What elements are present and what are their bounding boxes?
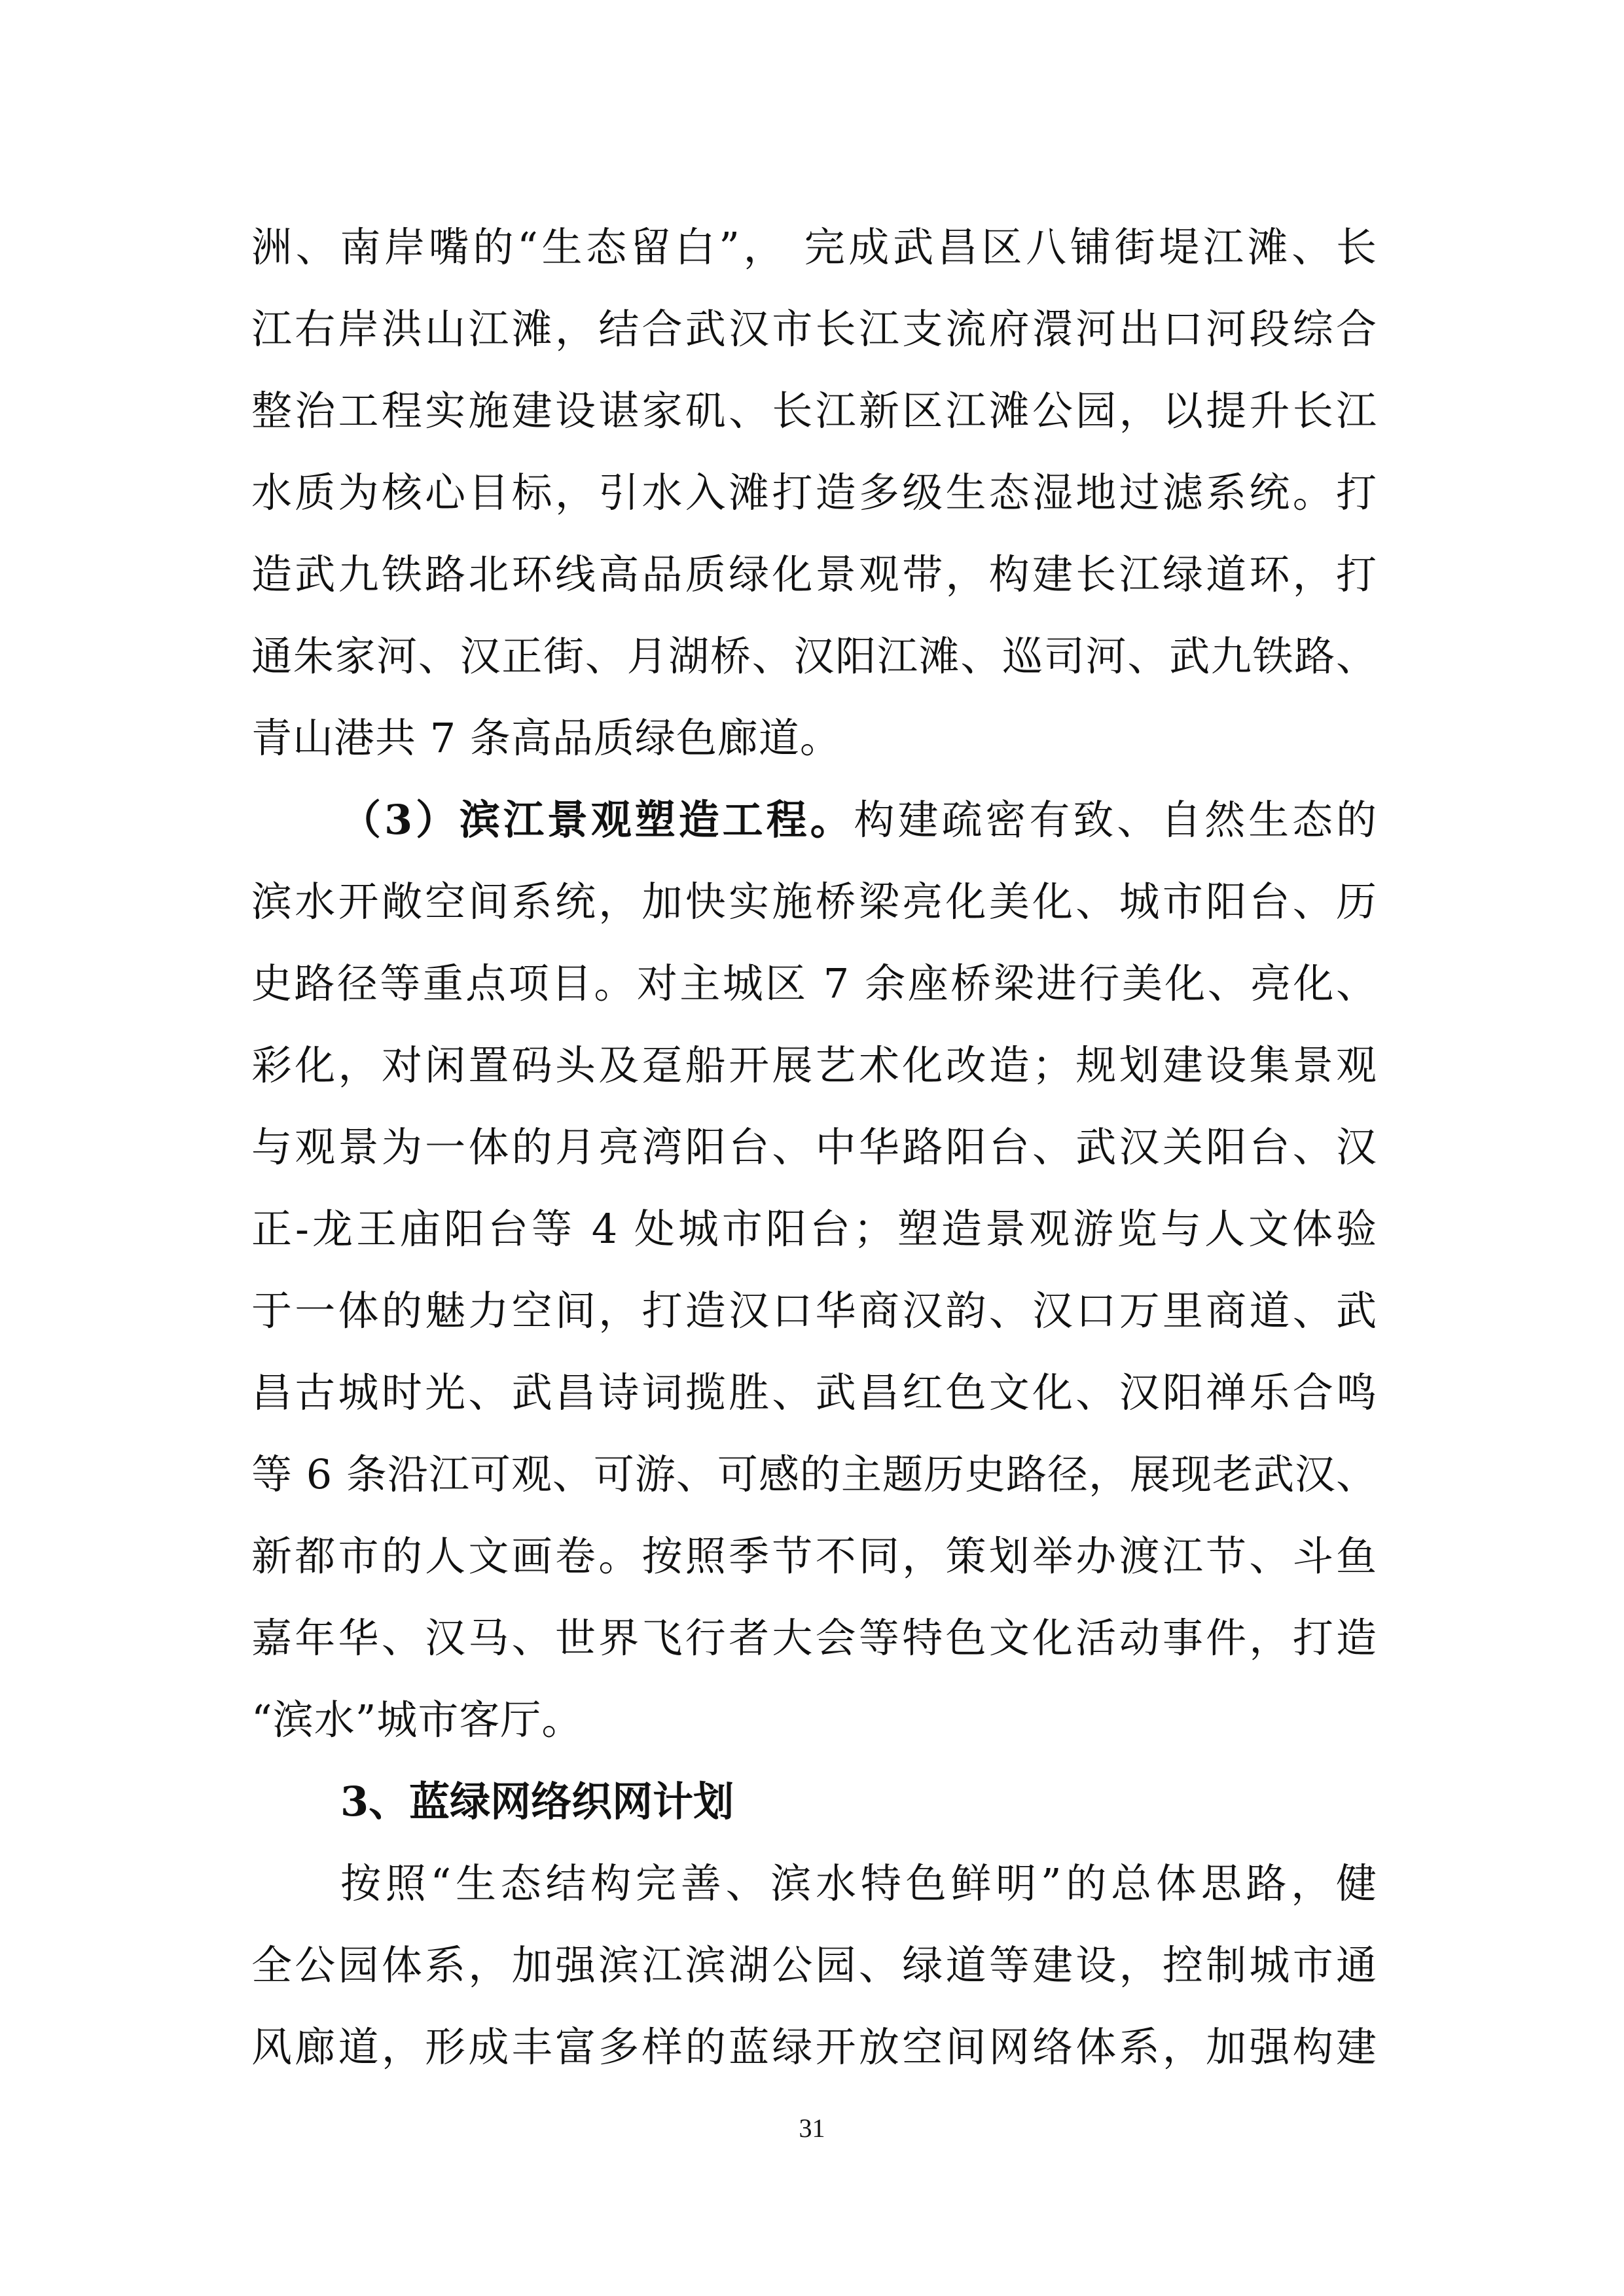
paragraph2-line: 正-龙王庙阳台等 4 处城市阳台；塑造景观游览与人文体验 [251, 1205, 1377, 1253]
paragraph2-line: 史路径等重点项目。对主城区 7 余座桥梁进行美化、亮化、 [251, 960, 1377, 1007]
paragraph2-line: 与观景为一体的月亮湾阳台、中华路阳台、武汉关阳台、汉 [251, 1123, 1377, 1171]
paragraph2-line: 等 6 条沿江可观、可游、可感的主题历史路径，展现老武汉、 [251, 1450, 1377, 1498]
paragraph2-line: “滨水”城市客厅。 [251, 1696, 583, 1744]
paragraph2-first-line [340, 794, 1377, 846]
paragraph3-line: 风廊道，形成丰富多样的蓝绿开放空间网络体系，加强构建 [251, 2023, 1377, 2071]
page-number: 31 [799, 2113, 825, 2143]
paragraph3-line: 全公园体系，加强滨江滨湖公园、绿道等建设，控制城市通 [251, 1941, 1377, 1989]
paragraph2-line: 于一体的魅力空间，打造汉口华商汉韵、汉口万里商道、武 [251, 1287, 1377, 1335]
paragraph1-line: 水质为核心目标，引水入滩打造多级生态湿地过滤系统。打 [251, 469, 1377, 516]
paragraph1-line: 青山港共 7 条高品质绿色廊道。 [251, 714, 841, 762]
paragraph2-line: 彩化，对闲置码头及趸船开展艺术化改造；规划建设集景观 [251, 1041, 1377, 1089]
paragraph1-line: 通朱家河、汉正街、月湖桥、汉阳江滩、巡司河、武九铁路、 [251, 632, 1377, 680]
section-heading: 3、蓝绿网络织网计划 [340, 1778, 734, 1825]
paragraph2-first-line-text: 构建疏密有致、自然生态的 [854, 796, 1377, 844]
paragraph2-lead-title: （3）滨江景观塑造工程。 [340, 796, 854, 844]
paragraph1-line: 江右岸洪山江滩，结合武汉市长江支流府澴河出口河段综合 [251, 305, 1377, 353]
paragraph2-line: 滨水开敞空间系统，加快实施桥梁亮化美化、城市阳台、历 [251, 878, 1377, 925]
paragraph3-first-line: 按照“生态结构完善、滨水特色鲜明”的总体思路，健 [340, 1859, 1377, 1907]
paragraph2-line: 昌古城时光、武昌诗词揽胜、武昌红色文化、汉阳禅乐合鸣 [251, 1369, 1377, 1416]
paragraph1-line: 整治工程实施建设谌家矶、长江新区江滩公园，以提升长江 [251, 387, 1377, 435]
paragraph1-line: 洲、南岸嘴的“生态留白”， 完成武昌区八铺街堤江滩、长 [251, 223, 1377, 271]
paragraph2-line: 嘉年华、汉马、世界飞行者大会等特色文化活动事件，打造 [251, 1614, 1377, 1662]
paragraph1-line: 造武九铁路北环线高品质绿化景观带，构建长江绿道环，打 [251, 550, 1377, 598]
paragraph2-line: 新都市的人文画卷。按照季节不同，策划举办渡江节、斗鱼 [251, 1532, 1377, 1580]
